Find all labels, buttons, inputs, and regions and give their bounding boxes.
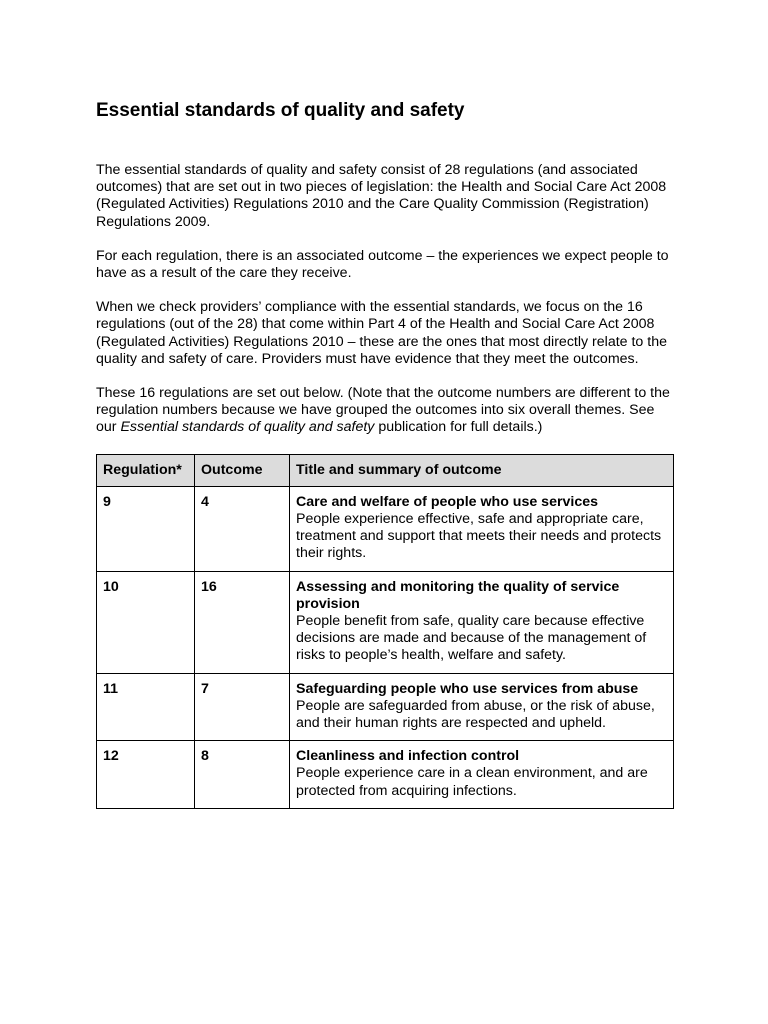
outcome-cell bbox=[290, 486, 674, 571]
header-regulation: Regulation* bbox=[97, 454, 195, 486]
page-title: Essential standards of quality and safety bbox=[96, 100, 465, 121]
outcome-summary: People are safeguarded from abuse, or the risk of abuse, and their human rights are respected and upheld. bbox=[296, 697, 655, 732]
publication-title-link-text: Essential standards of quality and safety bbox=[120, 419, 375, 436]
outcome-title: Cleanliness and infection control bbox=[296, 748, 520, 765]
regulation-number: 11 bbox=[97, 673, 195, 741]
note-text-before: These 16 regulations are set out below. (Note that the outcome numbers are different to the regulation numbers because we have grouped the outcomes into six overall themes. See our bbox=[96, 385, 670, 436]
outcome-title: Safeguarding people who use services from abuse bbox=[296, 680, 639, 697]
outcome-title: Assessing and monitoring the quality of service provision bbox=[296, 578, 620, 612]
table-header-row bbox=[97, 454, 674, 486]
regulation-number: 10 bbox=[97, 571, 195, 673]
table-row bbox=[97, 673, 674, 741]
note-text-after: publication for full details.) bbox=[374, 419, 543, 436]
table-row bbox=[97, 571, 674, 673]
outcome-number: 8 bbox=[195, 741, 290, 809]
outcome-number: 4 bbox=[195, 486, 290, 571]
outcome-number: 16 bbox=[195, 571, 290, 673]
document-page bbox=[96, 98, 676, 809]
header-outcome: Outcome bbox=[195, 454, 290, 486]
outcome-title: Care and welfare of people who use services bbox=[296, 493, 598, 510]
compliance-paragraph: When we check providers’ compliance with the essential standards, we focus on the 16 regulations (out of the 28) that come within Part 4 of the Health and Social Care Act 2008 (Regulated Activities) Regulations 2010 – these are the ones that most directly relate to the quality and safety of care. Providers must have evidence that they meet the outcomes. bbox=[96, 299, 667, 367]
intro-paragraph: The essential standards of quality and safety consist of 28 regulations (and associated outcomes) that are set out in two pieces of legislation: the Health and Social Care Act 2008 (Regulated Activities) Regulations 2010 and the Care Quality Commission (Registration) Regulations 2009. bbox=[96, 162, 667, 230]
table-row bbox=[97, 741, 674, 809]
regulations-note-paragraph bbox=[96, 385, 676, 437]
header-title-summary: Title and summary of outcome bbox=[290, 454, 674, 486]
outcome-summary: People experience effective, safe and appropriate care, treatment and support that meets their needs and protects their rights. bbox=[296, 511, 662, 562]
regulation-number: 12 bbox=[97, 741, 195, 809]
outcome-summary: People benefit from safe, quality care because effective decisions are made and because of the management of risks to people’s health, welfare and safety. bbox=[296, 613, 647, 664]
outcome-summary: People experience care in a clean environment, and are protected from acquiring infections. bbox=[296, 765, 648, 799]
outcome-paragraph: For each regulation, there is an associated outcome – the experiences we expect people to have as a result of the care they receive. bbox=[96, 247, 669, 282]
outcome-cell bbox=[290, 741, 674, 809]
outcome-cell bbox=[290, 571, 674, 673]
regulation-number: 9 bbox=[97, 486, 195, 571]
outcome-cell bbox=[290, 673, 674, 741]
outcome-number: 7 bbox=[195, 673, 290, 741]
regulations-table bbox=[96, 454, 674, 809]
table-row bbox=[97, 486, 674, 571]
